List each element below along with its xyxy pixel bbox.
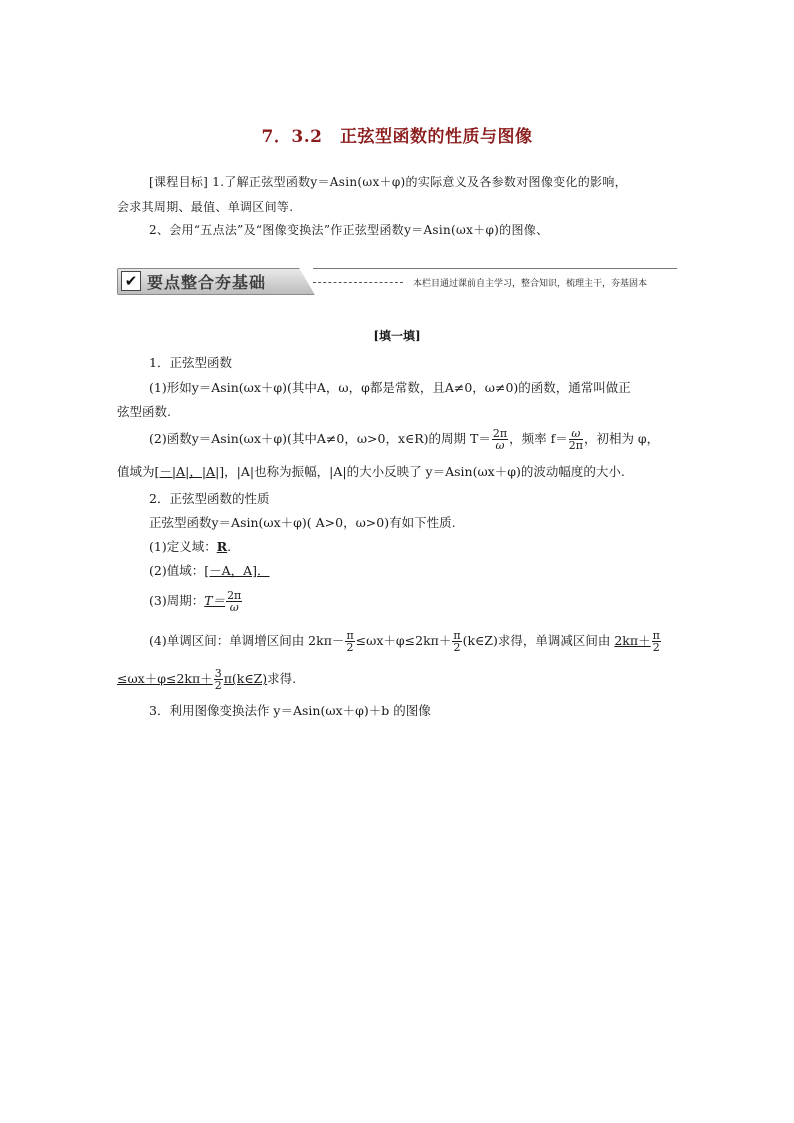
fraction-numerator: π bbox=[346, 629, 354, 642]
range-answer: [－|A|，|A|] bbox=[154, 464, 225, 479]
course-goal-line-1: [课程目标] 1.了解正弦型函数y＝Asin(ωx＋φ)的实际意义及各参数对图像变化的影响， bbox=[149, 175, 627, 189]
s2-monotonic-line-1 bbox=[149, 630, 662, 653]
mono-text-g: 求得. bbox=[267, 671, 297, 686]
banner-title: 要点整合夯基础 bbox=[147, 273, 267, 292]
section-banner bbox=[117, 268, 677, 294]
mono-text-d: 2kπ＋ bbox=[614, 633, 651, 648]
period-denominator: ω bbox=[495, 439, 505, 452]
s1-paragraph-1a: (1)形如y＝Asin(ωx＋φ)(其中A，ω，φ都是常数，且A≠0，ω≠0)的函数，通常叫做正 bbox=[149, 380, 631, 395]
fraction-numerator: π bbox=[652, 629, 660, 642]
pi-over-2-fraction bbox=[652, 630, 661, 653]
section-2-heading: 2．正弦型函数的性质 bbox=[149, 491, 270, 506]
period-fraction bbox=[492, 428, 508, 451]
fraction-denominator: 2 bbox=[652, 641, 660, 654]
fraction-denominator: 2 bbox=[214, 679, 222, 692]
range-value-answer: [－A，A]． bbox=[204, 563, 270, 578]
s1-p3-post: ，|A|也称为振幅，|A|的大小反映了 y＝Asin(ωx＋φ)的波动幅度的大小. bbox=[224, 464, 625, 479]
period-numerator: 2π bbox=[492, 427, 508, 440]
domain-label: (1)定义域： bbox=[149, 539, 217, 554]
section-1-heading: 1．正弦型函数 bbox=[149, 355, 232, 370]
banner-dashed-rule bbox=[313, 282, 403, 283]
s1-p2-mid: ，频率 f＝ bbox=[509, 431, 568, 446]
fraction-numerator: π bbox=[453, 629, 461, 642]
course-goal-line-2: 会求其周期、最值、单调区间等. bbox=[117, 200, 294, 214]
s2-domain bbox=[149, 539, 231, 555]
frequency-numerator: ω bbox=[569, 428, 583, 440]
period-answer-T: T＝ bbox=[204, 593, 226, 608]
domain-end: . bbox=[227, 539, 232, 554]
fraction-numerator: 3 bbox=[214, 667, 222, 680]
s1-p3-pre: 值域为 bbox=[117, 464, 155, 479]
three-over-2-fraction bbox=[214, 668, 223, 691]
fraction-denominator: 2 bbox=[453, 641, 461, 654]
fraction-denominator: 2 bbox=[346, 641, 354, 654]
s1-p2-post: ，初相为 φ， bbox=[583, 431, 660, 446]
mono-text-e: ≤ωx＋φ≤2kπ＋ bbox=[117, 671, 213, 686]
mono-text-b: ≤ωx＋φ≤2kπ＋ bbox=[355, 633, 452, 648]
mono-text-f: π(k∈Z) bbox=[223, 671, 268, 686]
mono-text-c: (k∈Z)求得，单调减区间由 bbox=[462, 633, 611, 648]
s2-period bbox=[149, 590, 243, 613]
s2-intro: 正弦型函数y＝Asin(ωx＋φ)( A>0，ω>0)有如下性质. bbox=[149, 515, 456, 530]
pi-over-2-fraction bbox=[345, 630, 354, 653]
decrease-interval-answer bbox=[117, 667, 268, 692]
decrease-start-answer bbox=[614, 629, 661, 654]
section-3-heading: 3．利用图像变换法作 y＝Asin(ωx＋φ)＋b 的图像 bbox=[149, 703, 431, 718]
s1-paragraph-3 bbox=[117, 464, 625, 480]
period-label: (3)周期： bbox=[149, 593, 205, 608]
period-answer-fraction bbox=[226, 590, 242, 613]
s1-p2-text: (2)函数y＝Asin(ωx＋φ)(其中A≠0，ω>0，x∈R)的周期 T＝ bbox=[149, 431, 491, 446]
range-label: (2)值域： bbox=[149, 563, 205, 578]
s2-range bbox=[149, 563, 270, 579]
period-answer-denominator: ω bbox=[229, 601, 239, 614]
s2-monotonic-line-2 bbox=[117, 668, 296, 691]
s1-paragraph-2 bbox=[149, 428, 659, 451]
period-answer-numerator: 2π bbox=[227, 589, 242, 602]
page-title: 7．3.2 正弦型函数的性质与图像 bbox=[261, 127, 533, 147]
s1-paragraph-1b: 弦型函数. bbox=[117, 404, 171, 419]
mono-text-a: (4)单调区间：单调增区间由 2kπ－ bbox=[149, 633, 345, 648]
banner-top-rule bbox=[313, 268, 677, 269]
banner-note: 本栏目通过课前自主学习，整合知识，梳理主干，夯基固本 bbox=[413, 279, 648, 289]
check-icon: ✔ bbox=[121, 271, 141, 291]
fill-in-heading: [填一填] bbox=[373, 329, 421, 343]
course-goal-line-3: 2、会用“五点法”及“图像变换法”作正弦型函数y＝Asin(ωx＋φ)的图像、 bbox=[149, 223, 549, 237]
domain-answer: R bbox=[216, 539, 228, 554]
frequency-fraction bbox=[569, 428, 583, 451]
pi-over-2-fraction bbox=[452, 630, 461, 653]
frequency-denominator: 2π bbox=[568, 439, 583, 452]
